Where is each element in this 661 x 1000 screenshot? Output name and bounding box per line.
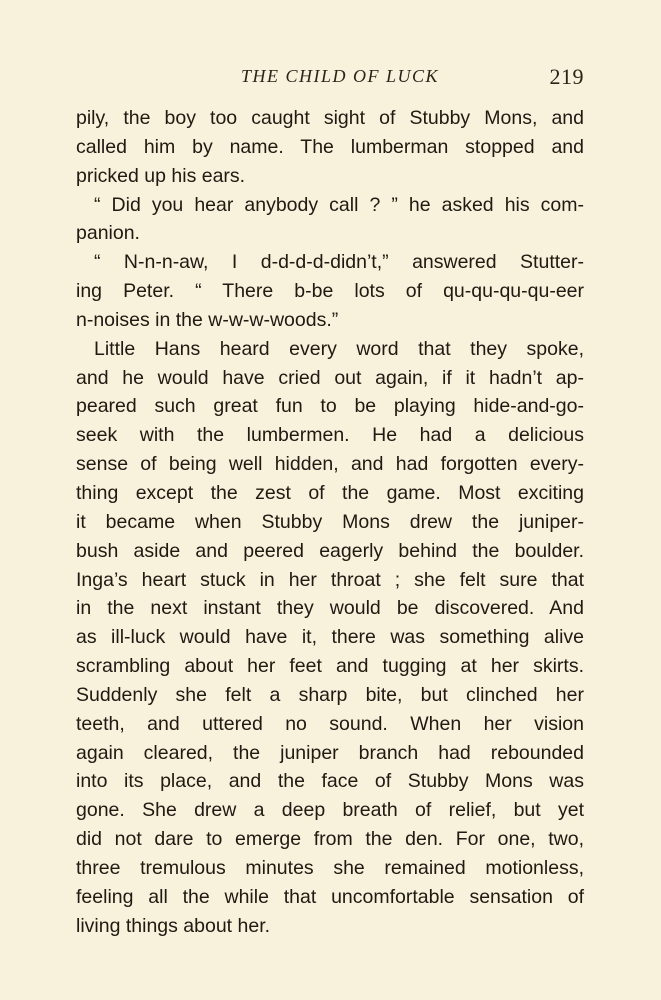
text-line: Inga’s heart stuck in her throat ; she felt sure that bbox=[76, 568, 584, 591]
text-line: ing Peter. “ There b-be lots of qu-qu-qu-qu-eer bbox=[76, 280, 584, 303]
text-line: panion. bbox=[76, 222, 140, 245]
text-line: gone. She drew a deep breath of relief, but yet bbox=[76, 799, 584, 822]
text-line: thing except the zest of the game. Most exciting bbox=[76, 481, 584, 504]
text-line: bush aside and peered eagerly behind the boulder. bbox=[76, 539, 584, 562]
text-line: three tremulous minutes she remained motionless, bbox=[76, 856, 584, 879]
body-text bbox=[76, 104, 584, 940]
text-line: peared such great fun to be playing hide-and-go- bbox=[76, 395, 584, 418]
text-line: sense of being well hidden, and had forgotten every- bbox=[76, 453, 584, 476]
text-line: Suddenly she felt a sharp bite, but clinched her bbox=[76, 683, 584, 706]
text-line: Little Hans heard every word that they spoke, bbox=[94, 337, 584, 360]
page-number: 219 bbox=[549, 64, 584, 89]
text-line: “ N-n-n-aw, I d-d-d-d-didn’t,” answered Stutter- bbox=[94, 251, 584, 274]
text-line: “ Did you hear anybody call ? ” he asked his com- bbox=[94, 193, 584, 216]
text-line: seek with the lumbermen. He had a delicious bbox=[76, 424, 584, 447]
text-line: teeth, and uttered no sound. When her vision bbox=[76, 712, 584, 735]
text-line: into its place, and the face of Stubby Mons was bbox=[76, 770, 584, 793]
text-line: it became when Stubby Mons drew the juniper- bbox=[76, 510, 584, 533]
text-line: as ill-luck would have it, there was something alive bbox=[76, 626, 584, 649]
text-line: n-noises in the w-w-w-woods.” bbox=[76, 308, 339, 331]
text-line: did not dare to emerge from the den. For one, two, bbox=[76, 828, 584, 851]
running-title: THE CHILD OF LUCK bbox=[240, 66, 440, 86]
text-line: living things about her. bbox=[76, 914, 271, 937]
text-line: again cleared, the juniper branch had rebounded bbox=[76, 741, 584, 764]
text-line: and he would have cried out again, if it hadn’t ap- bbox=[76, 366, 584, 389]
text-line: pily, the boy too caught sight of Stubby Mons, and bbox=[76, 107, 584, 129]
page-header bbox=[76, 64, 584, 94]
text-line: scrambling about her feet and tugging at her skirts. bbox=[76, 655, 584, 678]
text-line: feeling all the while that uncomfortable sensation of bbox=[76, 885, 584, 908]
text-line: pricked up his ears. bbox=[76, 164, 246, 187]
text-line: in the next instant they would be discovered. And bbox=[76, 597, 584, 620]
text-line: called him by name. The lumberman stopped and bbox=[76, 135, 584, 158]
